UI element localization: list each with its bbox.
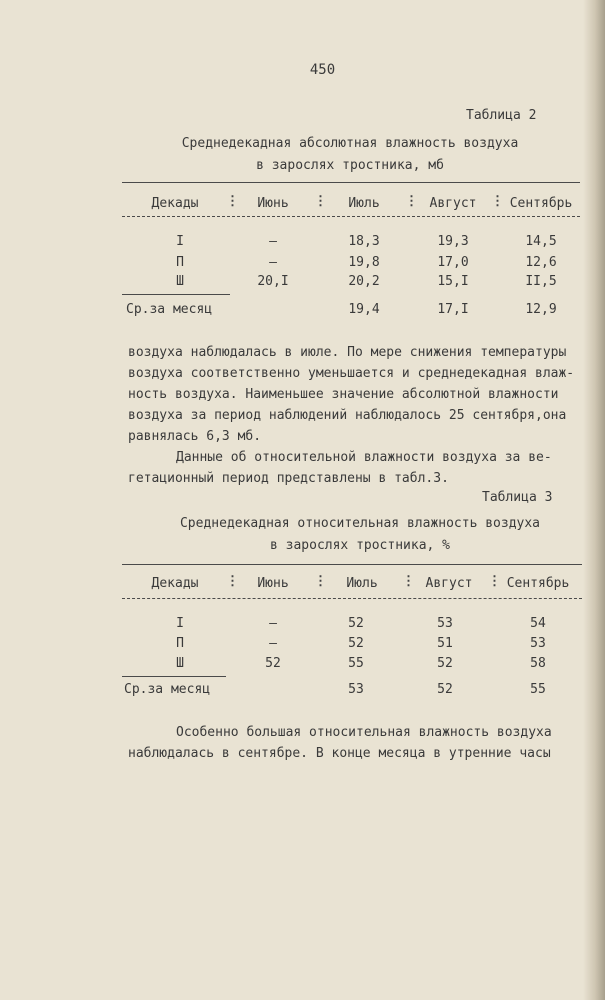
table3-cell: 55: [530, 682, 546, 697]
body-paragraph-1: [128, 342, 590, 489]
table3-cell: 52: [437, 682, 453, 697]
table2-title-line1: Среднедекадная абсолютная влажность воздуха: [181, 136, 519, 151]
table2-header-june: Июнь: [257, 196, 289, 211]
table2-header-august: Август: [429, 196, 477, 211]
table2-top-rule: [122, 182, 580, 183]
table2-header-separator: ⋮: [314, 194, 327, 209]
table2-header-separator: ⋮: [491, 194, 504, 209]
table3-cell: 52: [437, 656, 453, 671]
table2-cell: 17,I: [437, 302, 469, 317]
text-line: гетационный период представлены в табл.3.: [128, 471, 449, 486]
table2-cell: 12,6: [525, 255, 557, 270]
table3-caption: Таблица 3: [482, 490, 553, 505]
page-edge-shadow: [583, 0, 605, 1000]
table3-cell: 52: [265, 656, 281, 671]
table3-header-september: Сентябрь: [506, 576, 570, 591]
table2-summary-label: Ср.за месяц: [126, 302, 213, 317]
table2-cell: 20,2: [348, 274, 380, 289]
table3-cell: Ш: [176, 656, 184, 671]
table3-top-rule: [122, 564, 582, 565]
body-paragraph-3: [128, 722, 590, 764]
table2-header-separator: ⋮: [226, 194, 239, 209]
table3-cell: 52: [348, 636, 364, 651]
text-line: ность воздуха. Наименьшее значение абсолютной влажности: [128, 387, 559, 402]
text-line: воздуха наблюдалась в июле. По мере снижения температуры: [128, 345, 567, 360]
table3-cell: П: [176, 636, 184, 651]
table3-header-july: Июль: [346, 576, 378, 591]
text-line: Данные об относительной влажности воздуха за ве-: [176, 450, 552, 465]
table3-title-line1: Среднедекадная относительная влажность воздуха: [179, 516, 541, 531]
table2-cell: 19,3: [437, 234, 469, 249]
table2-cell: 17,0: [437, 255, 469, 270]
table3-cell: 52: [348, 616, 364, 631]
page-number: 450: [309, 62, 336, 78]
table2-cell: 12,9: [525, 302, 557, 317]
table2-header-july: Июль: [348, 196, 380, 211]
table3-cell: 58: [530, 656, 546, 671]
text-line: воздуха соответственно уменьшается и среднедекадная влаж-: [128, 366, 575, 381]
table2-cell: 15,I: [437, 274, 469, 289]
table3-cell: I: [176, 616, 184, 631]
table2-cell: 19,8: [348, 255, 380, 270]
table3-summary-rule: [122, 676, 226, 677]
text-line: равнялась 6,3 мб.: [128, 429, 262, 444]
table2-cell: 18,3: [348, 234, 380, 249]
table2-summary-rule: [122, 294, 230, 295]
table2-cell: –: [269, 255, 277, 270]
table2-cell: 20,I: [257, 274, 289, 289]
table2-cell: П: [176, 255, 184, 270]
table2-header-rule: [122, 216, 580, 217]
table3-cell: 55: [348, 656, 364, 671]
table3-cell: –: [269, 636, 277, 651]
text-line: воздуха за период наблюдений наблюдалось 25 сентября,она: [128, 408, 567, 423]
text-line: Особенно большая относительная влажность воздуха: [176, 725, 552, 740]
table3-header-separator: ⋮: [488, 574, 501, 589]
table3-header-separator: ⋮: [402, 574, 415, 589]
table2-header-september: Сентябрь: [509, 196, 573, 211]
table3-cell: 53: [348, 682, 364, 697]
table3-header-separator: ⋮: [314, 574, 327, 589]
table3-cell: 54: [530, 616, 546, 631]
table3-cell: 53: [530, 636, 546, 651]
table2-cell: –: [269, 234, 277, 249]
table3-cell: 53: [437, 616, 453, 631]
table3-cell: 51: [437, 636, 453, 651]
table3-title-line2: в зарослях тростника, %: [269, 538, 450, 553]
table2-cell: II,5: [525, 274, 557, 289]
table2-cell: 14,5: [525, 234, 557, 249]
text-line: наблюдалась в сентябре. В конце месяца в утренние часы: [128, 746, 551, 761]
table2-title-line2: в зарослях тростника, мб: [256, 158, 444, 173]
table3-header-june: Июнь: [257, 576, 289, 591]
table2-caption: Таблица 2: [466, 108, 537, 123]
table3-header-august: Август: [425, 576, 473, 591]
table2-header-dekady: Декады: [151, 196, 199, 211]
table2-header-separator: ⋮: [405, 194, 418, 209]
table2-cell: 19,4: [348, 302, 380, 317]
table2-cell: Ш: [176, 274, 184, 289]
table3-header-rule: [122, 598, 582, 599]
table3-header-dekady: Декады: [151, 576, 199, 591]
table2-cell: I: [176, 234, 184, 249]
table3-summary-label: Ср.за месяц: [124, 682, 211, 697]
table3-header-separator: ⋮: [226, 574, 239, 589]
table3-cell: –: [269, 616, 277, 631]
